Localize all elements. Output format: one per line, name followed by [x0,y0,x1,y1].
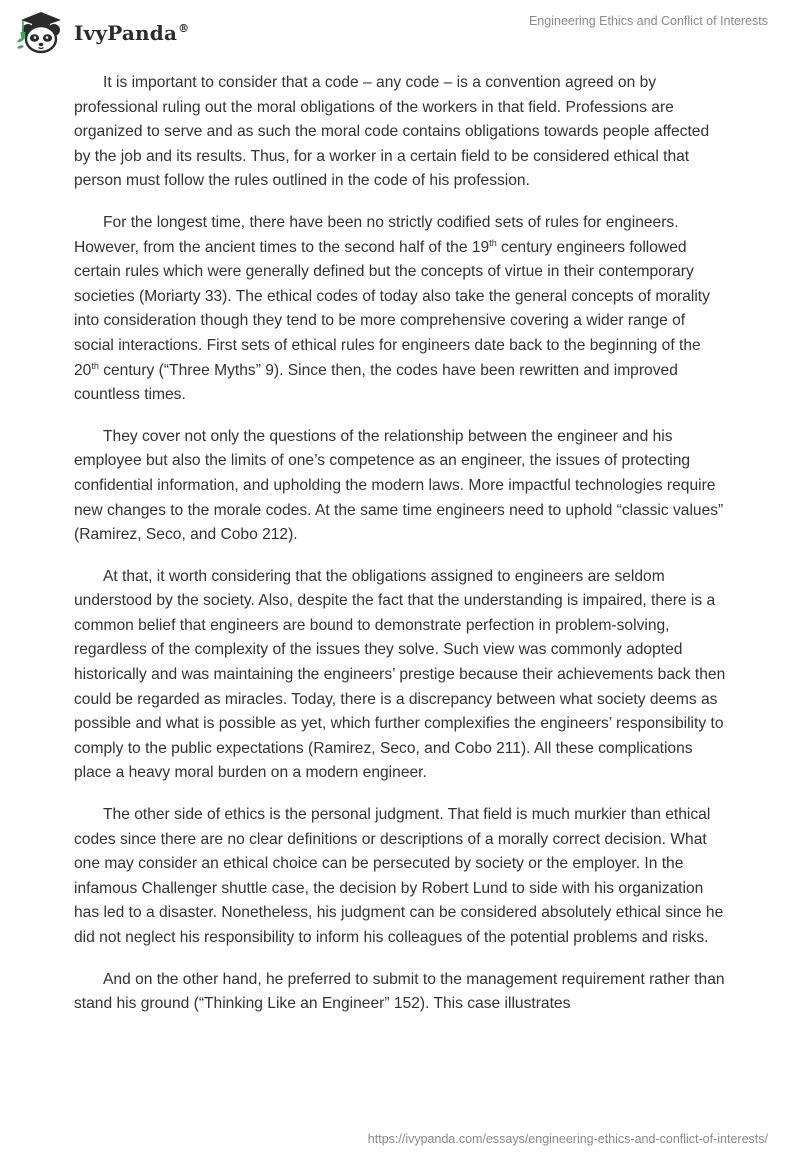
paragraph-1: It is important to consider that a code – any code – is a convention agreed on by professional ruling out the moral obligations of the workers in that field. Professions are organized to serve and as such the moral code contains obligations towards people affected by the job and its results. Thus, for a worker in a certain field to be considered ethical that person must follow the rules outlined in the code of his profession. [74,74,710,190]
document-title: Engineering Ethics and Conflict of Interests [528,14,768,28]
paragraph-3: They cover not only the questions of the relationship between the engineer and his employee but also the limits of one’s competence as an engineer, the issues of protecting confidential information, and upholding the modern laws. More impactful technologies require new changes to the morale codes. At the same time engineers need to uphold “classic values” (Ramirez, Seco, and Cobo 212). [74,427,724,544]
paragraph-5: The other side of ethics is the personal judgment. That field is much murkier than ethical codes since there are no clear definitions or descriptions of a morally correct decision. What one may consider an ethical choice can be persecuted by society or the employer. In the infamous Challenger shuttle case, the decision by Robert Lund to side with his organization has led to a disaster. Nonetheless, his judgment can be considered absolutely ethical since he did not neglect his responsibility to inform his colleagues of the potential problems and risks. [74,806,724,946]
ordinal-suffix: th [91,360,99,371]
paragraph-4: At that, it worth considering that the obligations assigned to engineers are seldom understood by the society. Also, despite the fact that the understanding is impaired, there is a common belief that engineers are bound to demonstrate perfection in problem-solving, regardless of the complexity of the issues they solve. Such view was commonly adopted historically and was maintaining the engineers’ prestige because their achievements back then could be regarded as miracles. Today, there is a discrepancy between what society deems as possible and what is possible as yet, which further complexifies the engineers’ responsibility to comply to the public expectations (Ramirez, Seco, and Cobo 211). All these complications place a heavy moral burden on a modern engineer. [74,567,726,782]
paragraph-2: For the longest time, there have been no strictly codified sets of rules for engineers. However, from the ancient times to the second half of the 19th century engineers followed certain rules which were generally defined but the concepts of virtue in their contemporary societies (Moriarty 33). The ethical codes of today also take the general concepts of morality into consideration though they tend to be more comprehensive covering a wider range of social interactions. First sets of ethical rules for engineers date back to the beginning of the 20th century (“Three Myths” 9). Since then, the codes have been rewritten and improved countless times. [74,213,710,404]
essay-body [74,71,726,1017]
registered-mark: ® [178,22,190,36]
paragraph-6: And on the other hand, he preferred to submit to the management requirement rather than stand his ground (“Thinking Like an Engineer” 152). This case illustrates [74,970,725,1013]
brand-name: IvyPanda® [74,21,190,45]
page-header [0,0,800,70]
ivypanda-logo[interactable] [14,8,189,58]
ordinal-suffix: th [489,237,497,248]
panda-graduation-cap-icon [14,8,68,58]
source-url[interactable]: https://ivypanda.com/essays/engineering-ethics-and-conflict-of-interests/ [367,1132,768,1146]
